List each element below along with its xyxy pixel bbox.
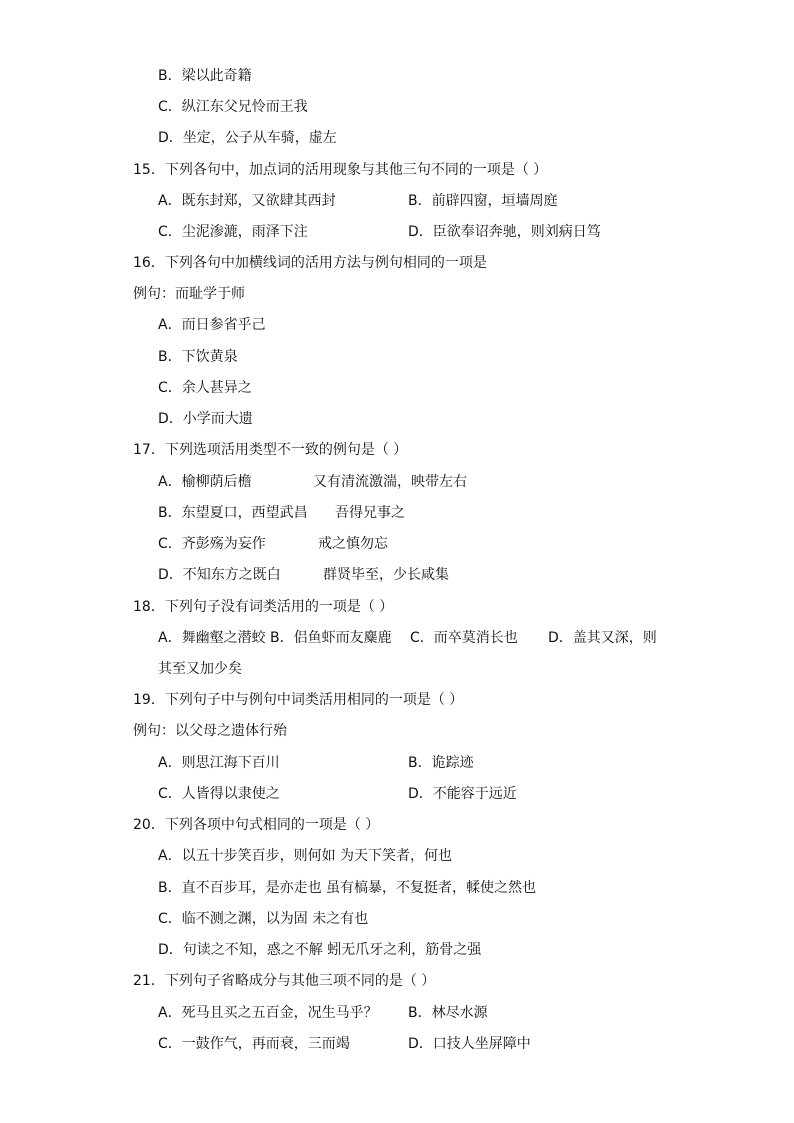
q20-option-b: B．直不百步耳，是亦走也 虽有槁暴，不复挺者，輮使之然也	[158, 880, 537, 896]
q20-option-c: C．临不测之渊，以为固 未之有也	[158, 911, 369, 927]
question-16-stem: 16．下列各句中加横线词的活用方法与例句相同的一项是	[133, 255, 487, 271]
q19-option-d: D．不能容于远近	[408, 786, 517, 802]
q17-option-c-right: 戒之慎勿忘	[318, 536, 388, 552]
q16-option-d: D．小学而大遗	[158, 411, 253, 427]
question-20-stem: 20．下列各项中句式相同的一项是（ ）	[133, 817, 380, 833]
q17-option-b-left: B．东望夏口，西望武昌	[158, 505, 308, 521]
q17-option-a-right: 又有清流激湍，映带左右	[313, 474, 467, 490]
q19-option-b: B．诡踪迹	[408, 755, 474, 771]
q15-option-c: C．尘泥渗漉，雨泽下注	[158, 224, 308, 240]
q18-option-b: B．侣鱼虾而友麋鹿	[270, 630, 392, 646]
q15-option-b: B．前辟四窗，垣墙周庭	[408, 193, 558, 209]
q20-option-a: A．以五十步笑百步，则何如 为天下笑者，何也	[158, 848, 453, 864]
option-b: B．梁以此奇籍	[158, 68, 252, 84]
q16-option-c: C．余人甚异之	[158, 380, 252, 396]
q21-option-c: C．一鼓作气，再而衰，三而竭	[158, 1036, 350, 1052]
q16-example: 例句：而耻学于师	[133, 286, 245, 302]
question-18-stem: 18．下列句子没有词类活用的一项是（ ）	[133, 599, 394, 615]
q21-option-d: D．口技人坐屏障中	[408, 1036, 531, 1052]
q15-option-d: D．臣欲奉诏奔驰，则刘病日笃	[408, 224, 601, 240]
q18-option-c: C．而卒莫消长也	[410, 630, 518, 646]
q16-option-a: A．而日参省乎己	[158, 317, 266, 333]
q18-option-a: A．舞幽壑之潜蛟	[158, 630, 266, 646]
q21-option-a: A．死马且买之五百金，况生马乎？	[158, 1005, 378, 1021]
q17-option-b-right: 吾得兄事之	[335, 505, 405, 521]
q18-option-d-continued: 其至又加少矣	[158, 661, 242, 677]
q15-option-a: A．既东封郑，又欲肆其西封	[158, 193, 336, 209]
option-c: C．纵江东父兄怜而王我	[158, 99, 308, 115]
q19-option-a: A．则思江海下百川	[158, 755, 280, 771]
q21-option-b: B．林尽水源	[408, 1005, 488, 1021]
q20-option-d: D．句读之不知，惑之不解 蚓无爪牙之利，筋骨之强	[158, 942, 482, 958]
question-21-stem: 21．下列句子省略成分与其他三项不同的是（ ）	[133, 973, 436, 989]
q19-option-c: C．人皆得以隶使之	[158, 786, 280, 802]
question-15-stem: 15．下列各句中，加点词的活用现象与其他三句不同的一项是（ ）	[133, 162, 548, 178]
q17-option-d-left: D．不知东方之既白	[158, 567, 281, 583]
option-d: D．坐定，公子从车骑，虚左	[158, 130, 337, 146]
q16-option-b: B．下饮黄泉	[158, 349, 238, 365]
q19-example: 例句：以父母之遗体行殆	[133, 723, 287, 739]
q17-option-a-left: A．榆柳荫后檐	[158, 474, 252, 490]
q18-option-d: D．盖其又深，则	[548, 630, 657, 646]
q17-option-c-left: C．齐彭殇为妄作	[158, 536, 266, 552]
question-19-stem: 19．下列句子中与例句中词类活用相同的一项是（ ）	[133, 692, 464, 708]
question-17-stem: 17．下列选项活用类型不一致的例句是（ ）	[133, 442, 408, 458]
q17-option-d-right: 群贤毕至，少长咸集	[323, 567, 449, 583]
